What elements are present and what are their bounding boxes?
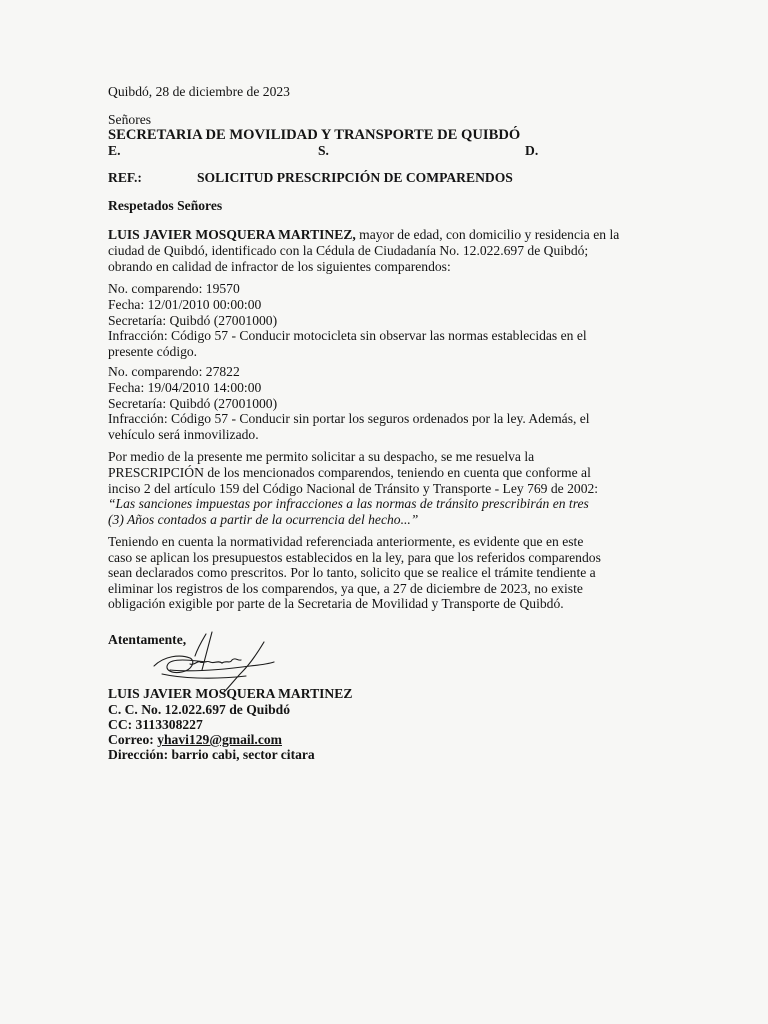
para-2-line-3: sean declarados como prescritos. Por lo tanto, solicito que se realice el trámite tendiente a	[108, 565, 596, 580]
intro-name: LUIS JAVIER MOSQUERA MARTINEZ,	[108, 227, 356, 242]
para-2-line-2: caso se aplican los presupuestos establecidos en la ley, para que los referidos comparendos	[108, 550, 601, 565]
addressee: SECRETARIA DE MOVILIDAD Y TRANSPORTE DE QUIBDÓ	[108, 127, 521, 143]
comparendo-2-infraction-1: Infracción: Código 57 - Conducir sin portar los seguros ordenados por la ley. Además, el	[108, 411, 590, 426]
esd-s: S.	[318, 143, 329, 158]
intro-line-1	[108, 227, 619, 243]
comparendo-2-secretaria: Secretaría: Quibdó (27001000)	[108, 396, 278, 411]
para-2-line-1: Teniendo en cuenta la normatividad referenciada anteriormente, es evidente que en este	[108, 534, 584, 549]
para-2-line-5: obligación exigible por parte de la Secretaria de Movilidad y Transporte de Quibdó.	[108, 596, 564, 611]
comparendo-1-number: No. comparendo: 19570	[108, 281, 240, 296]
comparendo-2-infraction-2: vehículo será inmovilizado.	[108, 427, 259, 442]
para-1-quote-2: (3) Años contados a partir de la ocurrencia del hecho...”	[108, 512, 419, 527]
closing: Atentamente,	[108, 632, 187, 647]
place-date: Quibdó, 28 de diciembre de 2023	[108, 84, 290, 99]
esd-d: D.	[525, 143, 539, 158]
signer-email-link[interactable]: yhavi129@gmail.com	[157, 732, 282, 747]
para-1-line-3: inciso 2 del artículo 159 del Código Nacional de Tránsito y Transporte - Ley 769 de 2002:	[108, 481, 599, 496]
para-1-line-1: Por medio de la presente me permito solicitar a su despacho, se me resuelva la	[108, 449, 535, 464]
signer-id: C. C. No. 12.022.697 de Quibdó	[108, 702, 291, 717]
intro-line-2: ciudad de Quibdó, identificado con la Cédula de Ciudadanía No. 12.022.697 de Quibdó;	[108, 243, 589, 258]
comparendo-1-date: Fecha: 12/01/2010 00:00:00	[108, 297, 262, 312]
para-1-quote-1: “Las sanciones impuestas por infracciones a las normas de tránsito prescribirán en tres	[108, 496, 589, 511]
para-1-line-2: PRESCRIPCIÓN de los mencionados comparendos, teniendo en cuenta que conforme al	[108, 465, 591, 480]
intro-line-1-rest: mayor de edad, con domicilio y residencia en la	[355, 227, 620, 242]
greeting: Respetados Señores	[108, 198, 223, 213]
comparendo-1-infraction-1: Infracción: Código 57 - Conducir motocicleta sin observar las normas establecidas en el	[108, 328, 587, 343]
ref-subject: SOLICITUD PRESCRIPCIÓN DE COMPARENDOS	[197, 170, 513, 185]
signer-cc: CC: 3113308227	[108, 717, 203, 732]
comparendo-1-secretaria: Secretaría: Quibdó (27001000)	[108, 313, 278, 328]
esd-e: E.	[108, 143, 121, 158]
comparendo-2-date: Fecha: 19/04/2010 14:00:00	[108, 380, 262, 395]
ref-label: REF.:	[108, 170, 142, 185]
para-2-line-4: eliminar los registros de los comparendos, ya que, a 27 de diciembre de 2023, no existe	[108, 581, 583, 596]
signer-name: LUIS JAVIER MOSQUERA MARTINEZ	[108, 686, 353, 701]
comparendo-2-number: No. comparendo: 27822	[108, 364, 240, 379]
salutation-to: Señores	[108, 112, 152, 127]
intro-line-3: obrando en calidad de infractor de los siguientes comparendos:	[108, 259, 451, 274]
signer-email-line	[108, 732, 282, 748]
signer-email-label: Correo:	[108, 732, 158, 747]
comparendo-1-infraction-2: presente código.	[108, 344, 198, 359]
signer-address: Dirección: barrio cabi, sector citara	[108, 747, 315, 762]
